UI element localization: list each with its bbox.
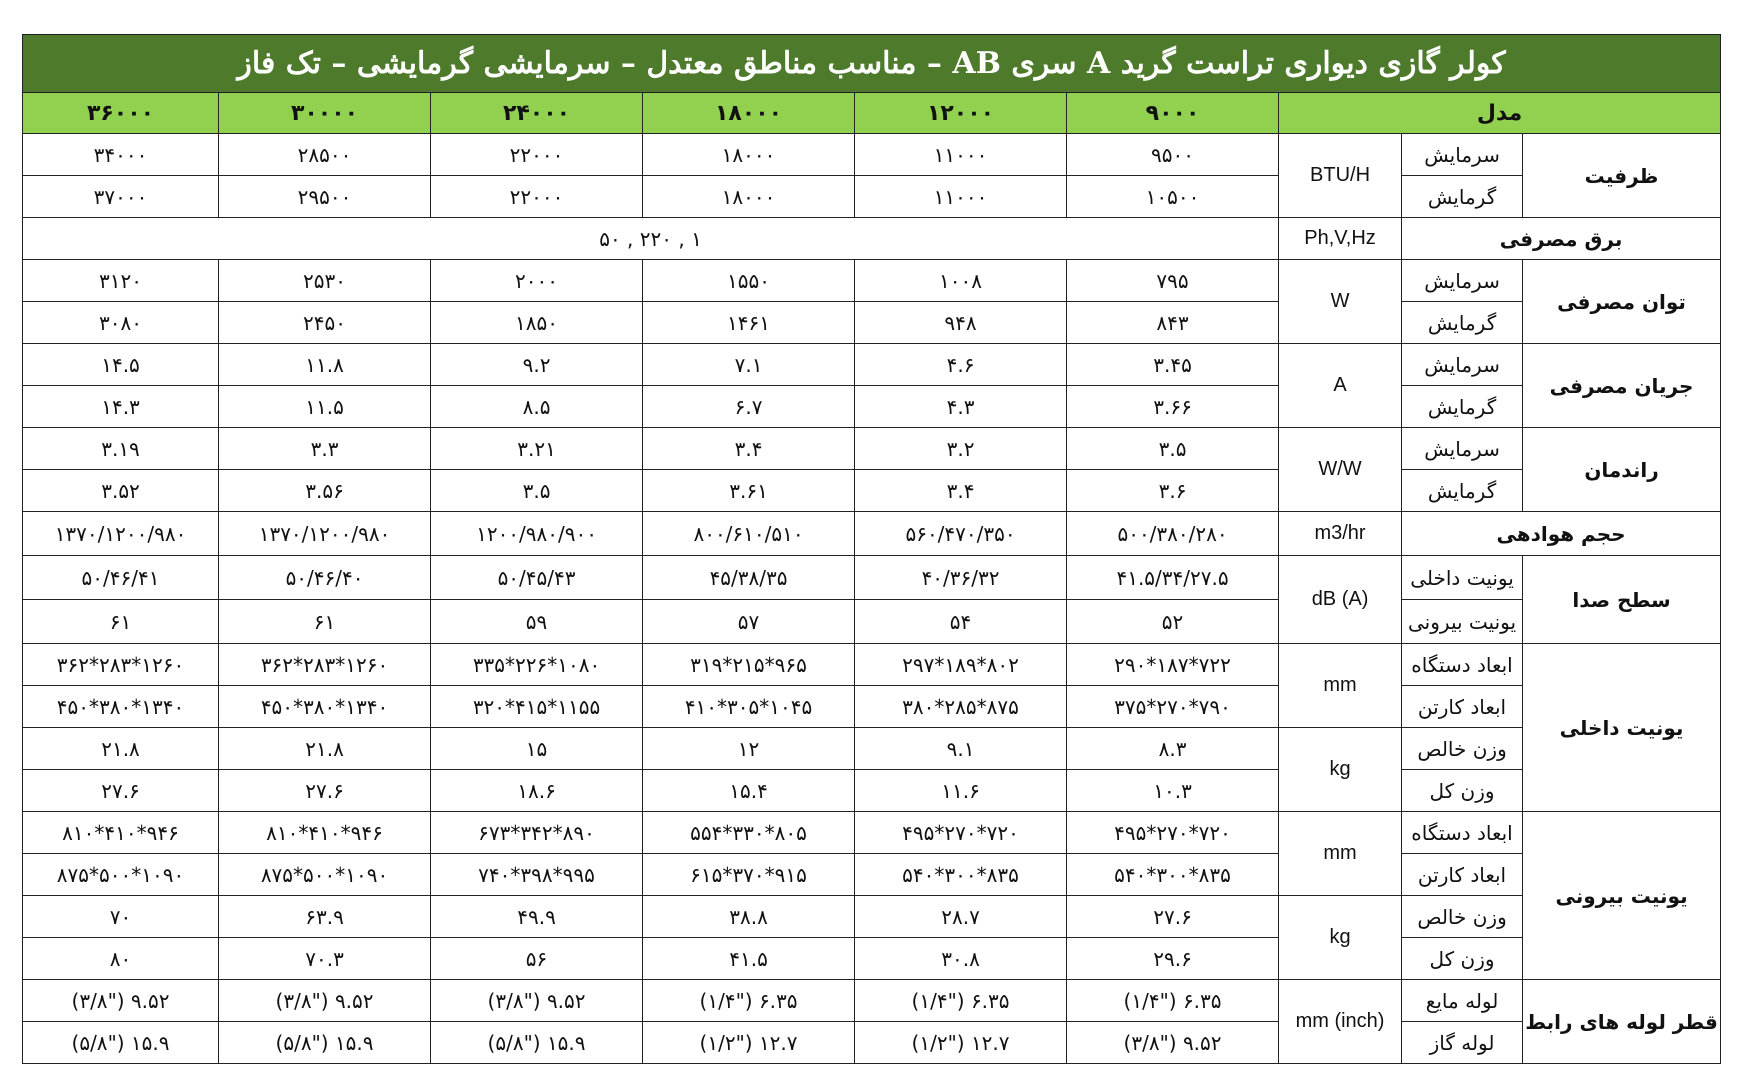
table-cell: ۱۸۵۰	[431, 302, 643, 344]
table-cell: ۲۷.۶	[23, 770, 219, 812]
table-cell: ۱۱.۶	[855, 770, 1067, 812]
table-cell: ۵۰/۴۶/۴۱	[23, 556, 219, 600]
table-cell: ۱۵.۹ ("۵/۸)	[23, 1022, 219, 1064]
table-cell: ۸۰۰/۶۱۰/۵۱۰	[643, 512, 855, 556]
table-cell: ۵۲	[1067, 600, 1279, 644]
pipes-label: قطر لوله های رابط	[1523, 980, 1721, 1064]
table-cell: ۹۴۸	[855, 302, 1067, 344]
table-cell: ۱۴.۳	[23, 386, 219, 428]
table-cell: ۱۳۴۰*۳۸۰*۴۵۰	[23, 686, 219, 728]
table-cell: ۱۲.۷ ("۱/۲)	[855, 1022, 1067, 1064]
indoor-gross-weight-label: وزن کل	[1402, 770, 1523, 812]
table-cell: ۱۳۷۰/۱۲۰۰/۹۸۰	[219, 512, 431, 556]
table-cell: ۵۹	[431, 600, 643, 644]
table-cell: ۲۴۵۰	[219, 302, 431, 344]
outdoor-device-dim-label: ابعاد دستگاه	[1402, 812, 1523, 854]
power-input-heating-label: گرمایش	[1402, 302, 1523, 344]
table-cell: ۸۹۰*۳۴۲*۶۷۳	[431, 812, 643, 854]
outdoor-carton-dim-label: ابعاد کارتن	[1402, 854, 1523, 896]
current-label: جریان مصرفی	[1523, 344, 1721, 428]
table-cell: ۸۰	[23, 938, 219, 980]
table-cell: ۳.۳	[219, 428, 431, 470]
table-cell: ۳.۱۹	[23, 428, 219, 470]
table-cell: ۸۰۵*۳۳۰*۵۵۴	[643, 812, 855, 854]
table-cell: ۹.۱	[855, 728, 1067, 770]
table-cell: ۵۶۰/۴۷۰/۳۵۰	[855, 512, 1067, 556]
table-cell: ۵۴	[855, 600, 1067, 644]
outdoor-net-weight-label: وزن خالص	[1402, 896, 1523, 938]
table-cell: ۳.۴	[855, 470, 1067, 512]
table-cell: ۱۱.۵	[219, 386, 431, 428]
table-cell: ۳.۶۱	[643, 470, 855, 512]
table-cell: ۷۲۰*۲۷۰*۴۹۵	[855, 812, 1067, 854]
table-cell: ۷۲۲*۱۸۷*۲۹۰	[1067, 644, 1279, 686]
table-cell: ۶۳.۹	[219, 896, 431, 938]
table-cell: ۶.۷	[643, 386, 855, 428]
table-cell: ۳.۶	[1067, 470, 1279, 512]
table-cell: ۸.۵	[431, 386, 643, 428]
current-unit: A	[1279, 344, 1402, 428]
table-cell: ۲۹۵۰۰	[219, 176, 431, 218]
indoor-carton-dim-label: ابعاد کارتن	[1402, 686, 1523, 728]
table-title: کولر گازی دیواری تراست گرید A سری AB – مناسب مناطق معتدل – سرمایشی گرمایشی – تک فاز	[23, 35, 1721, 93]
table-cell: ۳.۴	[643, 428, 855, 470]
table-cell: ۹۱۵*۳۷۰*۶۱۵	[643, 854, 855, 896]
model-24000: ۲۴۰۰۰	[431, 93, 643, 134]
model-header: مدل	[1279, 93, 1721, 134]
noise-indoor-label: یونیت داخلی	[1402, 556, 1523, 600]
table-cell: ۱۱۰۰۰	[855, 176, 1067, 218]
table-cell: ۵۰/۴۶/۴۰	[219, 556, 431, 600]
efficiency-unit: W/W	[1279, 428, 1402, 512]
table-cell: ۱۴.۵	[23, 344, 219, 386]
table-cell: ۷۲۰*۲۷۰*۴۹۵	[1067, 812, 1279, 854]
model-9000: ۹۰۰۰	[1067, 93, 1279, 134]
table-cell: ۴.۳	[855, 386, 1067, 428]
table-cell: ۸۳۵*۳۰۰*۵۴۰	[1067, 854, 1279, 896]
airflow-unit: m3/hr	[1279, 512, 1402, 556]
table-cell: ۳۱۲۰	[23, 260, 219, 302]
table-cell: ۱۰۸۰*۲۲۶*۳۳۵	[431, 644, 643, 686]
table-cell: ۳.۵	[431, 470, 643, 512]
table-cell: ۹۹۵*۳۹۸*۷۴۰	[431, 854, 643, 896]
table-cell: ۳.۵	[1067, 428, 1279, 470]
indoor-weight-unit: kg	[1279, 728, 1402, 812]
table-cell: ۴۰/۳۶/۳۲	[855, 556, 1067, 600]
table-cell: ۷۰.۳	[219, 938, 431, 980]
liquid-pipe-label: لوله مایع	[1402, 980, 1523, 1022]
model-30000: ۳۰۰۰۰	[219, 93, 431, 134]
table-cell: ۲۱.۸	[219, 728, 431, 770]
model-36000: ۳۶۰۰۰	[23, 93, 219, 134]
table-cell: ۸.۳	[1067, 728, 1279, 770]
indoor-device-dim-label: ابعاد دستگاه	[1402, 644, 1523, 686]
table-cell: ۱۵۵۰	[643, 260, 855, 302]
table-cell: ۹.۵۲ ("۳/۸)	[219, 980, 431, 1022]
noise-unit: dB (A)	[1279, 556, 1402, 644]
table-cell: ۸۷۵*۲۸۵*۳۸۰	[855, 686, 1067, 728]
power-input-cooling-label: سرمایش	[1402, 260, 1523, 302]
table-cell: ۱۸۰۰۰	[643, 176, 855, 218]
table-cell: ۳.۴۵	[1067, 344, 1279, 386]
table-cell: ۳۰.۸	[855, 938, 1067, 980]
table-cell: ۶۱	[219, 600, 431, 644]
table-cell: ۱۵.۹ ("۵/۸)	[431, 1022, 643, 1064]
table-cell: ۱۱۵۵*۴۱۵*۳۲۰	[431, 686, 643, 728]
table-cell: ۷۹۰*۲۷۰*۳۷۵	[1067, 686, 1279, 728]
table-cell: ۹.۲	[431, 344, 643, 386]
current-cooling-label: سرمایش	[1402, 344, 1523, 386]
power-supply-unit: Ph,V,Hz	[1279, 218, 1402, 260]
model-18000: ۱۸۰۰۰	[643, 93, 855, 134]
current-heating-label: گرمایش	[1402, 386, 1523, 428]
efficiency-label: راندمان	[1523, 428, 1721, 512]
table-cell: ۳.۵۶	[219, 470, 431, 512]
table-cell: ۲۷.۶	[1067, 896, 1279, 938]
outdoor-weight-unit: kg	[1279, 896, 1402, 980]
table-cell: ۴۹.۹	[431, 896, 643, 938]
table-cell: ۶.۳۵ ("۱/۴)	[855, 980, 1067, 1022]
table-cell: ۲۹.۶	[1067, 938, 1279, 980]
noise-label: سطح صدا	[1523, 556, 1721, 644]
table-cell: ۲۰۰۰	[431, 260, 643, 302]
noise-outdoor-label: یونیت بیرونی	[1402, 600, 1523, 644]
table-cell: ۳.۵۲	[23, 470, 219, 512]
table-cell: ۳۷۰۰۰	[23, 176, 219, 218]
table-cell: ۹۴۶*۴۱۰*۸۱۰	[219, 812, 431, 854]
indoor-net-weight-label: وزن خالص	[1402, 728, 1523, 770]
table-cell: ۱۲۰۰/۹۸۰/۹۰۰	[431, 512, 643, 556]
table-cell: ۳۴۰۰۰	[23, 134, 219, 176]
table-cell: ۱۰۴۵*۳۰۵*۴۱۰	[643, 686, 855, 728]
spec-table-container	[22, 34, 1720, 1064]
efficiency-heating-label: گرمایش	[1402, 470, 1523, 512]
table-cell: ۹.۵۲ ("۳/۸)	[431, 980, 643, 1022]
capacity-label: ظرفیت	[1523, 134, 1721, 218]
airflow-label: حجم هوادهی	[1402, 512, 1721, 556]
table-cell: ۴۱.۵	[643, 938, 855, 980]
table-cell: ۵۰/۴۵/۴۳	[431, 556, 643, 600]
model-12000: ۱۲۰۰۰	[855, 93, 1067, 134]
table-cell: ۱۲.۷ ("۱/۲)	[643, 1022, 855, 1064]
table-cell: ۳.۶۶	[1067, 386, 1279, 428]
table-cell: ۴۵/۳۸/۳۵	[643, 556, 855, 600]
table-cell: ۱۱۰۰۰	[855, 134, 1067, 176]
table-cell: ۸۰۲*۱۸۹*۲۹۷	[855, 644, 1067, 686]
table-cell: ۱۲۶۰*۲۸۳*۳۶۲	[23, 644, 219, 686]
pipes-unit: mm (inch)	[1279, 980, 1402, 1064]
table-cell: ۵۷	[643, 600, 855, 644]
table-cell: ۱۸۰۰۰	[643, 134, 855, 176]
spec-table	[22, 34, 1721, 1064]
table-cell: ۲۲۰۰۰	[431, 134, 643, 176]
table-cell: ۱۲	[643, 728, 855, 770]
outdoor-unit-label: یونیت بیرونی	[1523, 812, 1721, 980]
table-cell: ۱۵.۹ ("۵/۸)	[219, 1022, 431, 1064]
table-cell: ۹۴۶*۴۱۰*۸۱۰	[23, 812, 219, 854]
table-cell: ۲۷.۶	[219, 770, 431, 812]
table-cell: ۹۵۰۰	[1067, 134, 1279, 176]
indoor-dim-unit: mm	[1279, 644, 1402, 728]
power-supply-value: ۱ , ۲۲۰ , ۵۰	[23, 218, 1279, 260]
table-cell: ۲۸۵۰۰	[219, 134, 431, 176]
table-cell: ۹۶۵*۲۱۵*۳۱۹	[643, 644, 855, 686]
table-cell: ۷.۱	[643, 344, 855, 386]
table-cell: ۲۲۰۰۰	[431, 176, 643, 218]
capacity-unit: BTU/H	[1279, 134, 1402, 218]
table-cell: ۸۴۳	[1067, 302, 1279, 344]
table-cell: ۳.۲۱	[431, 428, 643, 470]
table-cell: ۴.۶	[855, 344, 1067, 386]
table-cell: ۱۵	[431, 728, 643, 770]
table-cell: ۸۳۵*۳۰۰*۵۴۰	[855, 854, 1067, 896]
capacity-heating-label: گرمایش	[1402, 176, 1523, 218]
table-cell: ۵۶	[431, 938, 643, 980]
table-cell: ۲۸.۷	[855, 896, 1067, 938]
table-cell: ۶.۳۵ ("۱/۴)	[1067, 980, 1279, 1022]
table-cell: ۵۰۰/۳۸۰/۲۸۰	[1067, 512, 1279, 556]
table-cell: ۶۱	[23, 600, 219, 644]
table-cell: ۱۱.۸	[219, 344, 431, 386]
table-cell: ۱۳۷۰/۱۲۰۰/۹۸۰	[23, 512, 219, 556]
table-cell: ۱۳۴۰*۳۸۰*۴۵۰	[219, 686, 431, 728]
table-cell: ۹.۵۲ ("۳/۸)	[23, 980, 219, 1022]
table-cell: ۷۰	[23, 896, 219, 938]
table-cell: ۱۰۰۸	[855, 260, 1067, 302]
table-cell: ۱۴۶۱	[643, 302, 855, 344]
table-cell: ۶.۳۵ ("۱/۴)	[643, 980, 855, 1022]
table-cell: ۱۰۹۰*۵۰۰*۸۷۵	[23, 854, 219, 896]
table-cell: ۷۹۵	[1067, 260, 1279, 302]
power-supply-label: برق مصرفی	[1402, 218, 1721, 260]
table-cell: ۲۱.۸	[23, 728, 219, 770]
table-cell: ۱۲۶۰*۲۸۳*۳۶۲	[219, 644, 431, 686]
table-cell: ۱۰۵۰۰	[1067, 176, 1279, 218]
table-cell: ۱۰۹۰*۵۰۰*۸۷۵	[219, 854, 431, 896]
table-cell: ۹.۵۲ ("۳/۸)	[1067, 1022, 1279, 1064]
table-cell: ۳۸.۸	[643, 896, 855, 938]
outdoor-gross-weight-label: وزن کل	[1402, 938, 1523, 980]
table-cell: ۱۵.۴	[643, 770, 855, 812]
efficiency-cooling-label: سرمایش	[1402, 428, 1523, 470]
indoor-unit-label: یونیت داخلی	[1523, 644, 1721, 812]
power-input-unit: W	[1279, 260, 1402, 344]
table-cell: ۱۸.۶	[431, 770, 643, 812]
table-cell: ۳۰۸۰	[23, 302, 219, 344]
power-input-label: توان مصرفی	[1523, 260, 1721, 344]
table-cell: ۱۰.۳	[1067, 770, 1279, 812]
table-cell: ۴۱.۵/۳۴/۲۷.۵	[1067, 556, 1279, 600]
gas-pipe-label: لوله گاز	[1402, 1022, 1523, 1064]
capacity-cooling-label: سرمایش	[1402, 134, 1523, 176]
table-cell: ۲۵۳۰	[219, 260, 431, 302]
outdoor-dim-unit: mm	[1279, 812, 1402, 896]
table-cell: ۳.۲	[855, 428, 1067, 470]
